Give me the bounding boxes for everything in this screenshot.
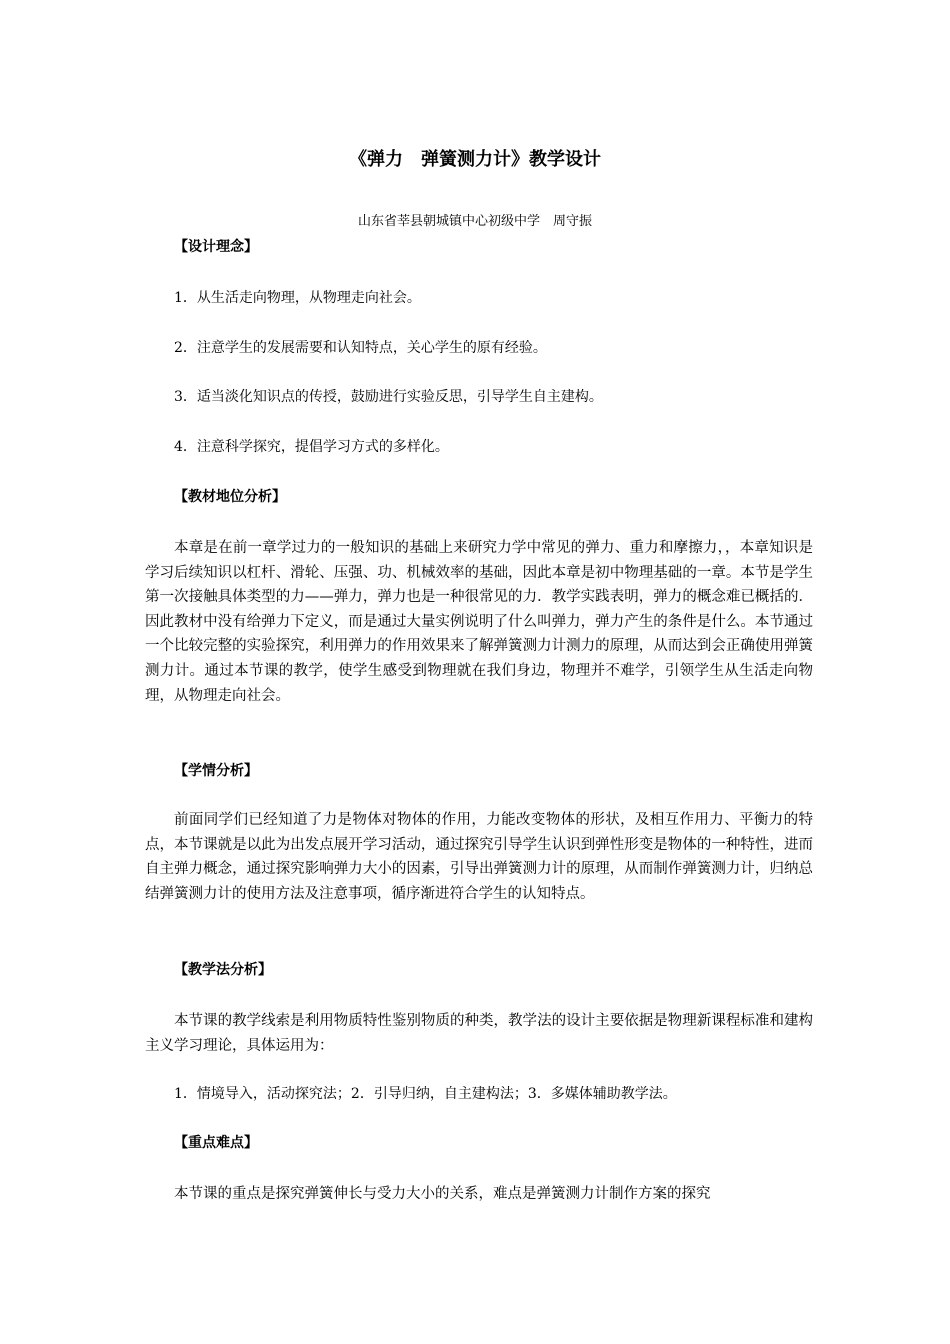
heading-key-points: 【重点难点】 — [174, 1135, 258, 1151]
heading-student-analysis: 【学情分析】 — [174, 763, 258, 779]
teaching-method-list: 1．情境导入，活动探究法；2．引导归纳，自主建构法；3．多媒体辅助教学法。 — [174, 1086, 677, 1102]
document-title: 《弹力 弹簧测力计》教学设计 — [349, 149, 601, 170]
design-concept-item-2: 2．注意学生的发展需要和认知特点，关心学生的原有经验。 — [174, 340, 547, 356]
heading-teaching-method: 【教学法分析】 — [174, 962, 272, 978]
design-concept-item-4: 4．注意科学探究，提倡学习方式的多样化。 — [174, 439, 449, 455]
teaching-method-paragraph: 本节课的教学线索是利用物质特性鉴别物质的种类，教学法的设计主要依据是物理新课程标准和建构主义学习理论，具体运用为： — [145, 1013, 813, 1054]
design-concept-item-3: 3．适当淡化知识点的传授，鼓励进行实验反思，引导学生自主建构。 — [174, 389, 603, 405]
design-concept-item-1: 1．从生活走向物理，从物理走向社会。 — [174, 290, 421, 306]
heading-textbook-analysis: 【教材地位分析】 — [174, 489, 286, 505]
heading-design-concept: 【设计理念】 — [174, 239, 258, 255]
key-points-paragraph: 本节课的重点是探究弹簧伸长与受力大小的关系，难点是弹簧测力计制作方案的探究 — [174, 1186, 711, 1202]
textbook-analysis-paragraph: 本章是在前一章学过力的一般知识的基础上来研究力学中常见的弹力、重力和摩擦力，，本章知识是学习后续知识以杠杆、滑轮、压强、功、机械效率的基础，因此本章是初中物理基础的一章。本节是学生第一次接触具体类型的力——弹力，弹力也是一种很常见的力．教学实践表明，弹力的概念难已概括的．因此教材中没有给弹力下定义，而是通过大量实例说明了什么叫弹力，弹力产生的条件是什么。本节通过一个比较完整的实验探究，利用弹力的作用效果来了解弹簧测力计测力的原理，从而达到会正确使用弹簧测力计。通过本节课的教学，使学生感受到物理就在我们身边，物理并不难学，引领学生从生活走向物理，从物理走向社会。 — [145, 540, 813, 704]
author-line: 山东省莘县朝城镇中心初级中学 周守振 — [357, 214, 592, 229]
student-analysis-paragraph: 前面同学们已经知道了力是物体对物体的作用，力能改变物体的形状，及相互作用力、平衡力的特点，本节课就是以此为出发点展开学习活动，通过探究引导学生认识到弹性形变是物体的一种特性，进而自主弹力概念，通过探究影响弹力大小的因素，引导出弹簧测力计的原理，从而制作弹簧测力计，归纳总结弹簧测力计的使用方法及注意事项，循序渐进符合学生的认知特点。 — [145, 812, 813, 902]
